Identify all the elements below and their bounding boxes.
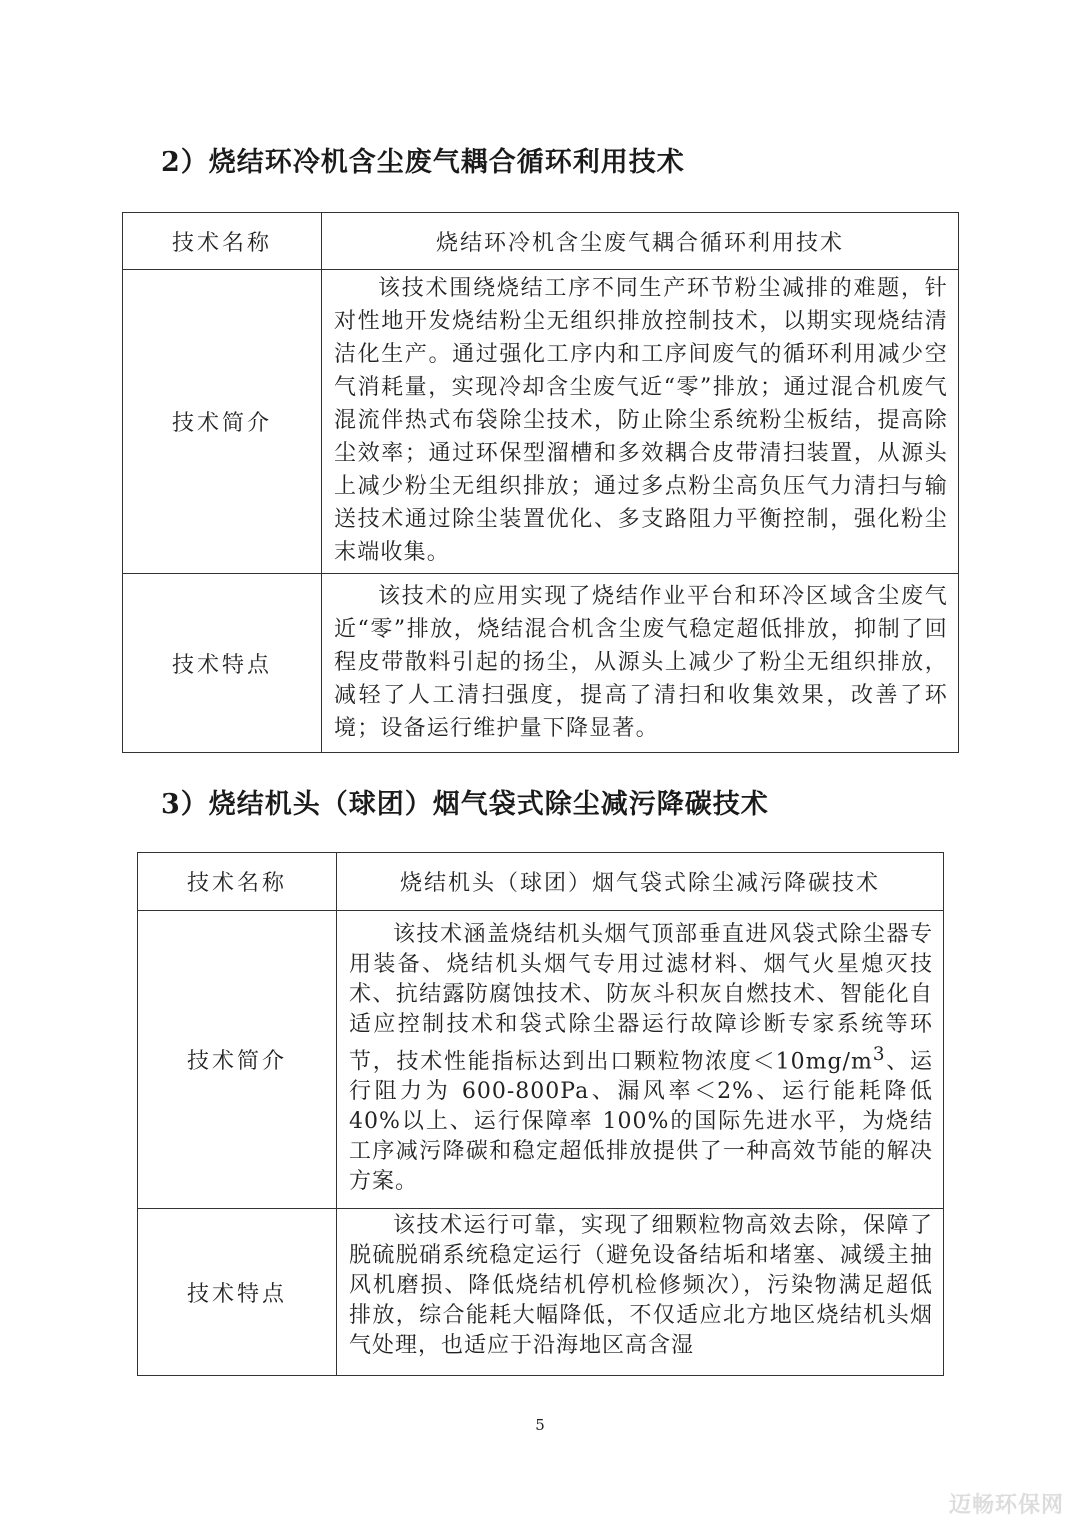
table-row	[138, 853, 944, 911]
tech-intro-text: 该技术围绕烧结工序不同生产环节粉尘减排的难题，针对性地开发烧结粉尘无组织排放控制技术，以期实现烧结清洁化生产。通过强化工序内和工序间废气的循环利用减少空气消耗量，实现冷却含尘废气近“零”排放；通过混合机废气混流伴热式布袋除尘技术，防止除尘系统粉尘板结，提高除尘效率；通过环保型溜槽和多效耦合皮带清扫装置，从源头上减少粉尘无组织排放；通过多点粉尘高负压气力清扫与输送技术通过除尘装置优化、多支路阻力平衡控制，强化粉尘末端收集。	[334, 276, 948, 565]
section-2-heading: 2）烧结环冷机含尘废气耦合循环利用技术	[161, 147, 685, 178]
tech-name-value: 烧结环冷机含尘废气耦合循环利用技术	[322, 213, 959, 270]
tech-features-text: 该技术运行可靠，实现了细颗粒物高效去除，保障了脱硫脱硝系统稳定运行（避免设备结垢和堵塞、减缓主抽风机磨损、降低烧结机停机检修频次），污染物满足超低排放，综合能耗大幅降低，不仅适应北方地区烧结机头烟气处理，也适应于沿海地区高含湿	[349, 1213, 933, 1358]
table-row	[123, 574, 959, 753]
tech-features-content	[322, 574, 959, 753]
section-3-heading: 3）烧结机头（球团）烟气袋式除尘减污降碳技术	[161, 789, 769, 820]
tech-intro-label: 技术简介	[138, 911, 337, 1209]
tech-features-label: 技术特点	[123, 574, 322, 753]
tech-features-label: 技术特点	[138, 1209, 337, 1376]
tech-features-text: 该技术的应用实现了烧结作业平台和环冷区域含尘废气近“零”排放，烧结混合机含尘废气稳定超低排放，抑制了回程皮带散料引起的扬尘，从源头上减少了粉尘无组织排放，减轻了人工清扫强度，提高了清扫和收集效果，改善了环境；设备运行维护量下降显著。	[334, 583, 948, 741]
tech-intro-label: 技术简介	[123, 270, 322, 574]
tech-features-content	[337, 1209, 944, 1376]
tech-intro-text-after: 、运行阻力为 600-800Pa、漏风率＜2%、运行能耗降低 40%以上、运行保障率 100%的国际先进水平，为烧结工序减污降碳和稳定超低排放提供了一种高效节能的解决方案。	[349, 1049, 933, 1195]
table-row	[138, 1209, 944, 1376]
section-2-table	[122, 212, 959, 753]
table-row	[138, 911, 944, 1209]
section-3-table	[137, 852, 944, 1376]
page-number: 5	[535, 1416, 545, 1434]
tech-name-label: 技术名称	[123, 213, 322, 270]
tech-name-value: 烧结机头（球团）烟气袋式除尘减污降碳技术	[337, 853, 944, 911]
tech-intro-content	[322, 270, 959, 574]
superscript-three: 3	[872, 1043, 886, 1065]
watermark-logo: 迈畅环保网	[948, 1493, 1064, 1518]
table-row	[123, 213, 959, 270]
tech-intro-text-before: 该技术涵盖烧结机头烟气顶部垂直进风袋式除尘器专用装备、烧结机头烟气专用过滤材料、烟气火星熄灭技术、抗结露防腐蚀技术、防灰斗积灰自燃技术、智能化自适应控制技术和袋式除尘器运行故障诊断专家系统等环节，技术性能指标达到出口颗粒物浓度＜10mg/m	[349, 921, 933, 1075]
tech-intro-text	[349, 920, 933, 1197]
tech-name-label: 技术名称	[138, 853, 337, 911]
tech-intro-content	[337, 911, 944, 1209]
tech-features-clip	[349, 1211, 933, 1371]
table-row	[123, 270, 959, 574]
